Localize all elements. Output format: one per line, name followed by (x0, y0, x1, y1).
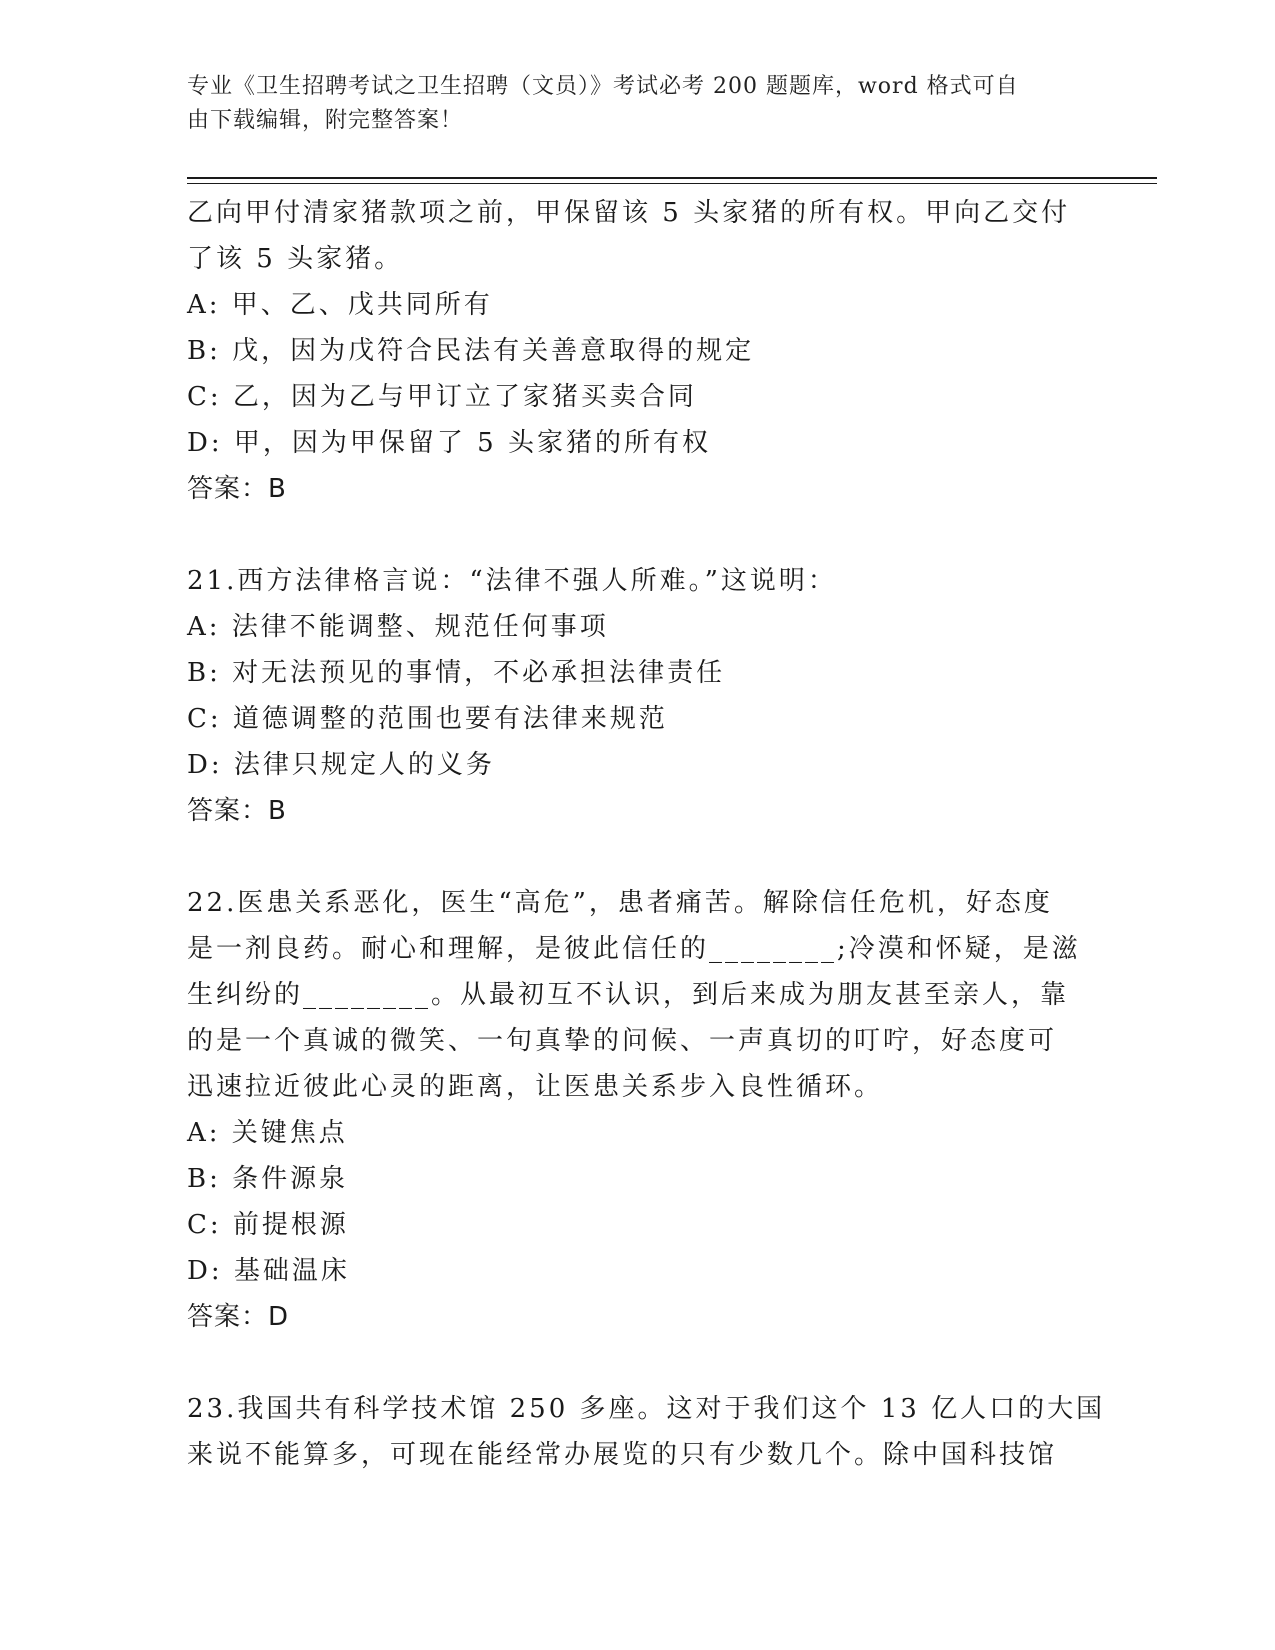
answer: 答案：B (187, 796, 287, 826)
document-header (187, 70, 1067, 138)
question-stem-line: 22.医患关系恶化，医生“高危”，患者痛苦。解除信任危机，好态度 (187, 888, 1053, 918)
option-b: B: 对无法预见的事情，不必承担法律责任 (187, 658, 726, 688)
question-stem-line: 了该 5 头家猪。 (187, 244, 404, 274)
question-20 (187, 190, 1077, 512)
question-21 (187, 558, 1077, 834)
option-d: D: 基础温床 (187, 1256, 350, 1286)
question-stem-line: 是一剂良药。耐心和理解，是彼此信任的________;冷漠和怀疑，是滋 (187, 934, 1081, 964)
option-a: A: 甲、乙、戊共同所有 (187, 290, 493, 320)
header-divider-thin (187, 183, 1157, 184)
answer: 答案：B (187, 474, 287, 504)
question-stem-line: 23.我国共有科学技术馆 250 多座。这对于我们这个 13 亿人口的大国 (187, 1394, 1106, 1424)
header-line-1: 专业《卫生招聘考试之卫生招聘（文员）》考试必考 200 题题库，word 格式可自 (187, 74, 1019, 99)
answer: 答案：D (187, 1302, 290, 1332)
question-stem-line: 乙向甲付清家猪款项之前，甲保留该 5 头家猪的所有权。甲向乙交付 (187, 198, 1071, 228)
option-d: D: 法律只规定人的义务 (187, 750, 495, 780)
option-a: A: 关键焦点 (187, 1118, 348, 1148)
question-stem-line: 来说不能算多，可现在能经常办展览的只有少数几个。除中国科技馆 (187, 1440, 1058, 1470)
option-c: C: 乙，因为乙与甲订立了家猪买卖合同 (187, 382, 697, 412)
spacer (187, 512, 1077, 558)
option-d: D: 甲，因为甲保留了 5 头家猪的所有权 (187, 428, 711, 458)
question-stem-line: 21.西方法律格言说：“法律不强人所难。”这说明： (187, 566, 837, 596)
header-line-2: 由下载编辑，附完整答案！ (187, 108, 464, 133)
question-stem-line: 生纠纷的________。从最初互不认识，到后来成为朋友甚至亲人，靠 (187, 980, 1070, 1010)
header-divider-thick (187, 177, 1157, 179)
question-stem-line: 迅速拉近彼此心灵的距离，让医患关系步入良性循环。 (187, 1072, 884, 1102)
option-b: B: 条件源泉 (187, 1164, 349, 1194)
question-list (187, 190, 1106, 1478)
spacer (187, 834, 1077, 880)
question-stem-line: 的是一个真诚的微笑、一句真挚的问候、一声真切的叮咛，好态度可 (187, 1026, 1058, 1056)
spacer (187, 1340, 1077, 1386)
question-23 (187, 1386, 1106, 1478)
option-c: C: 前提根源 (187, 1210, 349, 1240)
option-b: B: 戊，因为戊符合民法有关善意取得的规定 (187, 336, 755, 366)
question-22 (187, 880, 1081, 1340)
option-c: C: 道德调整的范围也要有法律来规范 (187, 704, 668, 734)
option-a: A: 法律不能调整、规范任何事项 (187, 612, 609, 642)
